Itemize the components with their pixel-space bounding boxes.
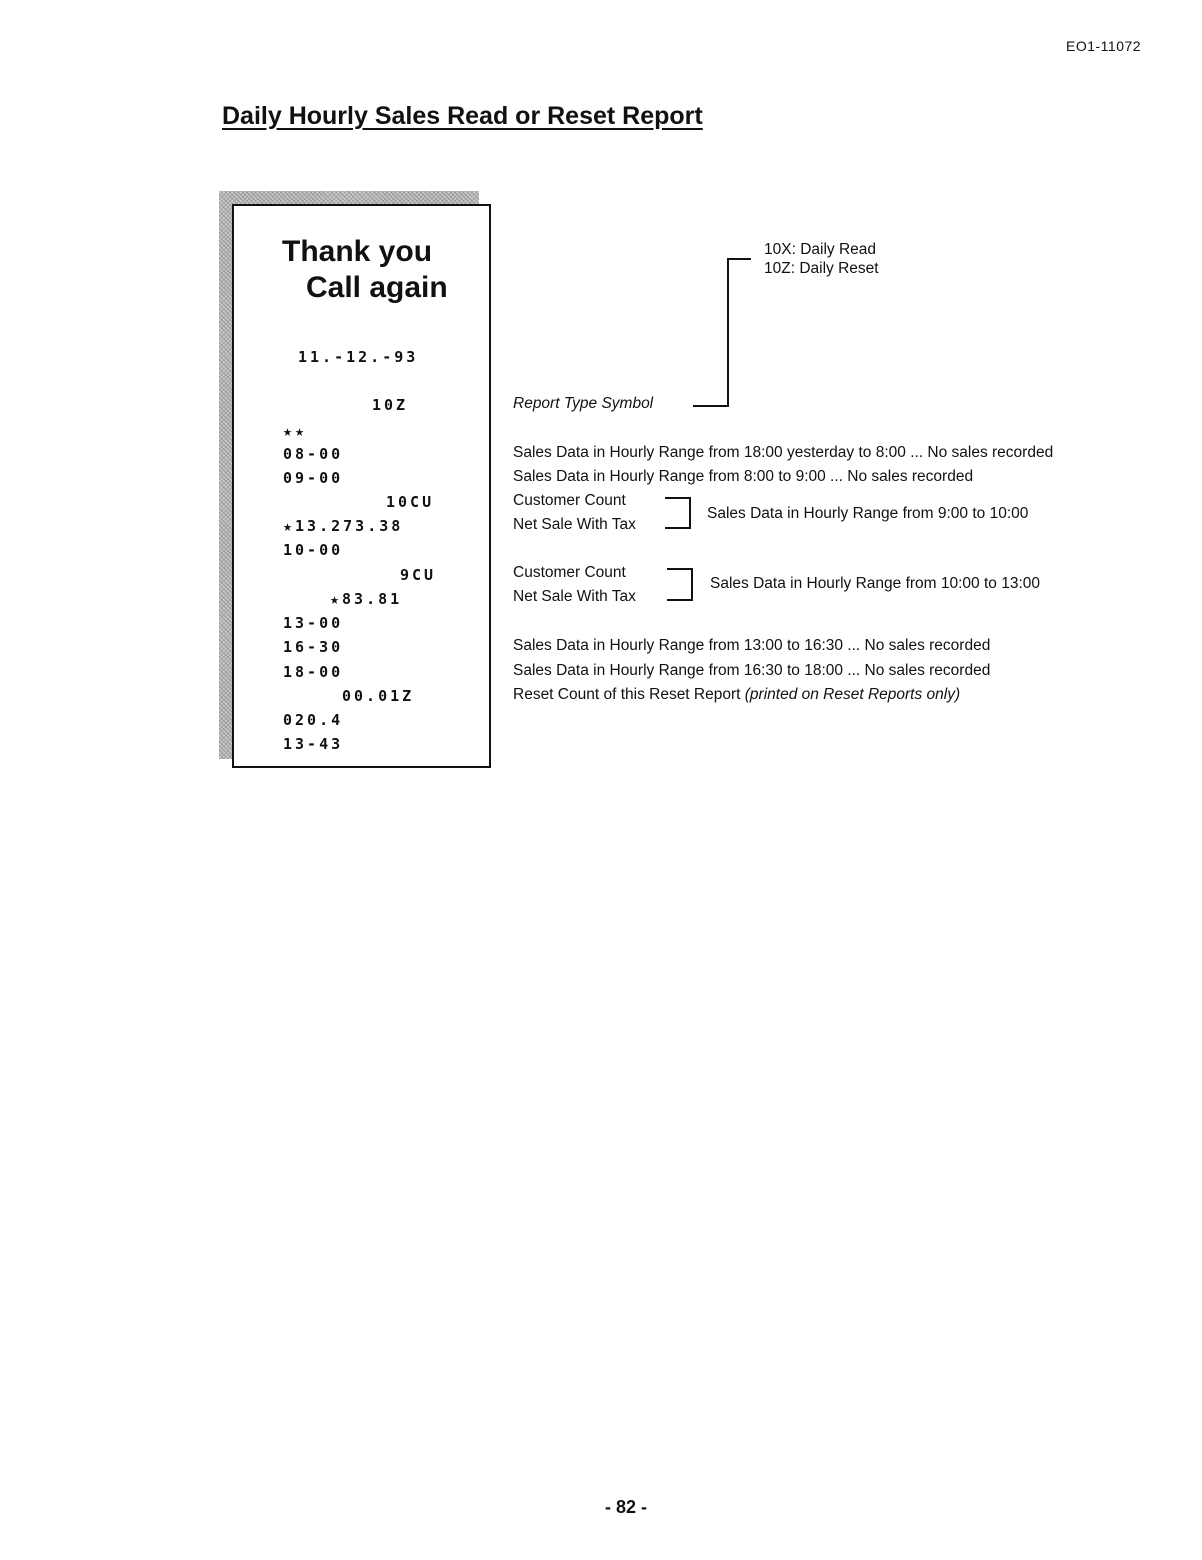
label-reset-count-text: Reset Count of this Reset Report (513, 686, 741, 703)
bracket-2-top (667, 568, 693, 570)
receipt-line-1800: 18-00 (283, 663, 344, 681)
bracket-2-bottom (667, 599, 693, 601)
bracket-1-side (689, 497, 691, 529)
receipt-thanks-line1: Thank you (282, 235, 433, 268)
label-range-10-13: Sales Data in Hourly Range from 10:00 to 13:00 (710, 575, 1040, 592)
receipt-date: 11.-12.-93 (298, 348, 419, 366)
receipt (232, 204, 491, 768)
receipt-line-1000: 10-00 (283, 541, 344, 559)
receipt-line-0900: 09-00 (283, 469, 344, 487)
page-title: Daily Hourly Sales Read or Reset Report (222, 102, 703, 130)
label-reset-count-note: (printed on Reset Reports only) (744, 686, 961, 703)
label-report-type-symbol: Report Type Symbol (513, 395, 654, 412)
label-net-sale-1: Net Sale With Tax (513, 516, 636, 533)
legend-connector-horizontal (727, 258, 751, 260)
bracket-1-top (665, 497, 691, 499)
label-range-8-9: Sales Data in Hourly Range from 8:00 to 9:00 ... No sales recorded (513, 468, 974, 485)
receipt-report-symbol: 10Z (372, 396, 409, 414)
receipt-line-1630: 16-30 (283, 638, 344, 656)
report-type-connector (693, 405, 729, 407)
label-reset-count (513, 686, 960, 704)
label-range-13-1630: Sales Data in Hourly Range from 13:00 to 16:30 ... No sales recorded (513, 637, 991, 654)
label-range-9-10: Sales Data in Hourly Range from 9:00 to 10:00 (707, 505, 1029, 522)
legend-connector-vertical (727, 258, 729, 406)
legend-daily-reset: 10Z: Daily Reset (764, 260, 879, 277)
receipt-time: 13-43 (283, 735, 344, 753)
receipt-net-sale-2: ★83.81 (330, 590, 403, 608)
receipt-stars: ★★ (283, 422, 308, 440)
receipt-customer-count-2: 9CU (400, 566, 437, 584)
receipt-line-1300: 13-00 (283, 614, 344, 632)
receipt-net-sale-1: ★13.273.38 (283, 517, 404, 535)
document-code: EO1-11072 (1066, 38, 1142, 54)
receipt-reset-count: 00.01Z (342, 687, 415, 705)
label-customer-count-2: Customer Count (513, 564, 626, 581)
label-customer-count-1: Customer Count (513, 492, 626, 509)
page-number: - 82 - (605, 1497, 648, 1517)
receipt-thanks-message (282, 234, 448, 306)
receipt-line-0800: 08-00 (283, 445, 344, 463)
receipt-thanks-line2: Call again (306, 271, 448, 304)
legend-daily-read: 10X: Daily Read (764, 241, 877, 258)
label-range-18-8: Sales Data in Hourly Range from 18:00 yesterday to 8:00 ... No sales recorded (513, 444, 1054, 461)
receipt-customer-count-1: 10CU (386, 493, 435, 511)
bracket-2-side (691, 568, 693, 601)
label-range-1630-18: Sales Data in Hourly Range from 16:30 to 18:00 ... No sales recorded (513, 662, 991, 679)
label-net-sale-2: Net Sale With Tax (513, 588, 636, 605)
receipt-machine-number: 020.4 (283, 711, 344, 729)
bracket-1-bottom (665, 527, 691, 529)
